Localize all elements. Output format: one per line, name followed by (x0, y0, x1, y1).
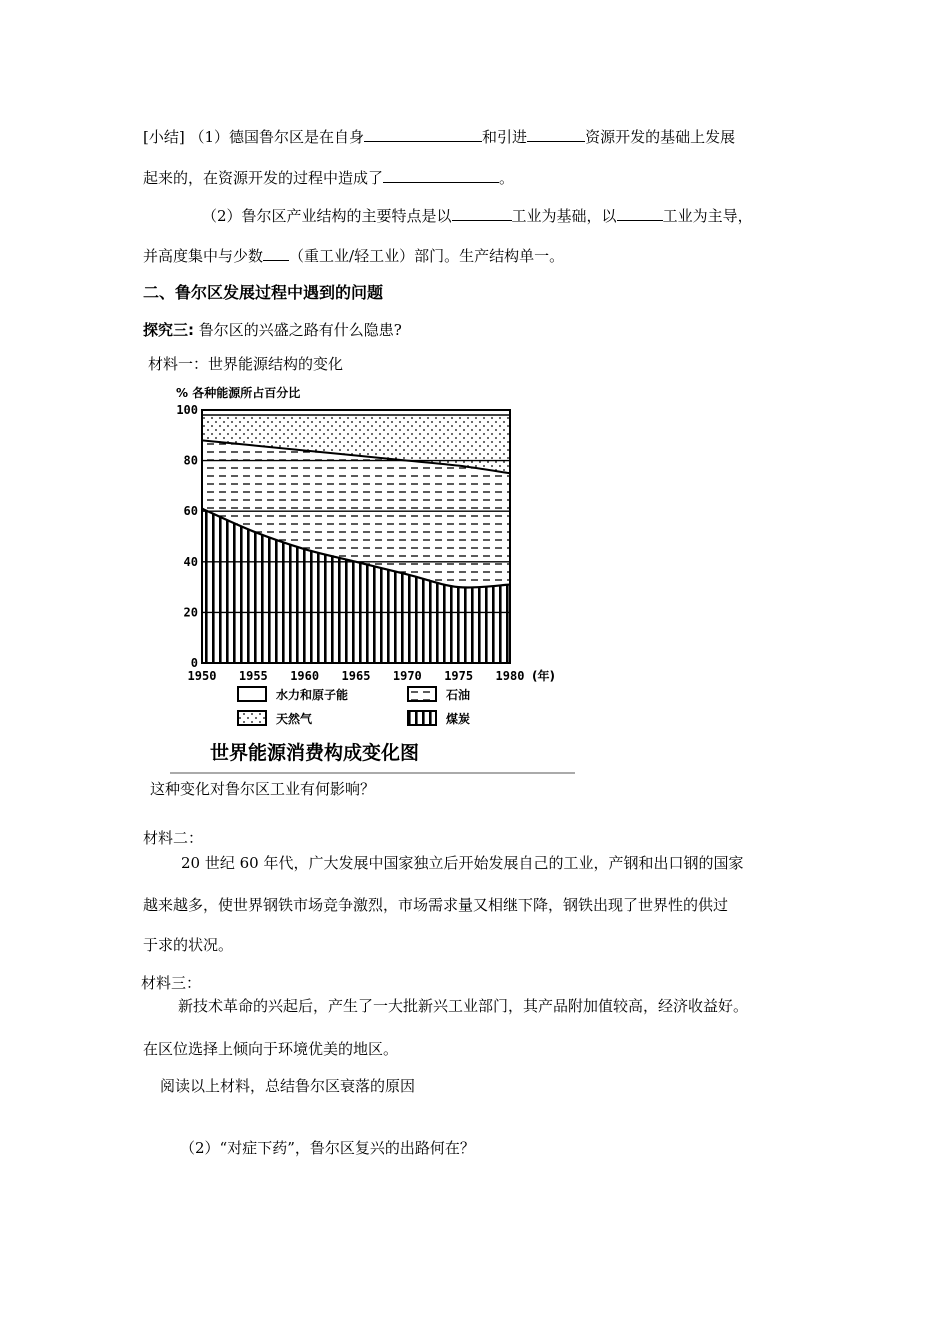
prompt-2: （2）“对症下药”，鲁尔区复兴的出路何在？ (180, 1139, 475, 1157)
answer-blank[interactable] (383, 167, 499, 183)
answer-blank[interactable] (364, 126, 482, 142)
answer-blank[interactable] (617, 205, 663, 221)
material3-title: 材料三： (141, 974, 202, 992)
summary-text: 工业为主导， (662, 207, 753, 225)
x-tick-label: 1950 (187, 669, 217, 683)
x-axis-label: (年) (532, 669, 555, 683)
answer-blank[interactable] (452, 205, 512, 221)
summary-text: 并高度集中与少数 (143, 247, 264, 265)
chart-ylabel: % 各种能源所占百分比 (176, 386, 301, 400)
summary-text: 资源开发的基础上发展 (585, 128, 736, 146)
x-tick-label: 1980 (495, 669, 525, 683)
material2-line: 越来越多，使世界钢铁市场竞争激烈，市场需求量又相继下降，钢铁出现了世界性的供过 (143, 896, 729, 914)
summary-line-1 (143, 126, 735, 147)
summary-text: （1）德国鲁尔区是在自身 (189, 128, 365, 146)
y-tick-label: 20 (183, 605, 198, 620)
summary-text: 和引进 (482, 128, 528, 146)
energy-chart (170, 384, 580, 776)
y-tick-label: 0 (190, 656, 198, 670)
legend-label: 水力和原子能 (276, 688, 349, 702)
summary-text: （重工业/轻工业）部门。生产结构单一。 (289, 247, 565, 265)
x-tick-label: 1975 (444, 669, 474, 683)
answer-blank[interactable] (527, 126, 585, 142)
material3-line: 在区位选择上倾向于环境优美的地区。 (143, 1040, 399, 1058)
y-tick-label: 80 (183, 453, 198, 468)
chart-title: 世界能源消费构成变化图 (210, 742, 420, 764)
legend-label: 天然气 (276, 712, 313, 726)
plot-area (202, 415, 510, 663)
answer-blank[interactable] (263, 245, 289, 261)
x-tick-label: 1960 (290, 669, 320, 683)
material2-line: 于求的状况。 (143, 936, 234, 954)
explore-text: 鲁尔区的兴盛之路有什么隐患? (198, 321, 402, 339)
legend-swatch (238, 687, 266, 701)
x-tick-label: 1965 (341, 669, 371, 683)
explore-label: 探究三: (143, 321, 194, 339)
material1-title: 材料一：世界能源结构的变化 (148, 355, 344, 373)
legend-label: 石油 (446, 688, 471, 702)
material2-line: 20 世纪 60 年代，广大发展中国家独立后开始发展自己的工业，产钢和出口钢的国家 (181, 854, 744, 872)
material3-line: 新技术革命的兴起后，产生了一大批新兴工业部门，其产品附加值较高，经济收益好。 (178, 997, 749, 1015)
summary-text: （2）鲁尔区产业结构的主要特点是以 (202, 207, 452, 225)
summary-line-3 (202, 205, 753, 226)
prompt-1: 阅读以上材料，总结鲁尔区衰落的原因 (160, 1077, 416, 1095)
summary-text: 起来的，在资源开发的过程中造成了 (143, 169, 384, 187)
question-1: 这种变化对鲁尔区工业有何影响？ (150, 780, 376, 798)
legend-label: 煤炭 (446, 712, 471, 726)
summary-line-4 (143, 245, 564, 266)
summary-text: 。 (499, 169, 515, 187)
section-heading: 二、鲁尔区发展过程中遇到的问题 (143, 283, 384, 302)
summary-text: 工业为基础，以 (511, 207, 617, 225)
y-tick-label: 60 (183, 504, 198, 519)
legend-swatch (238, 711, 266, 725)
y-tick-label: 40 (183, 554, 198, 569)
x-tick-label: 1955 (238, 669, 268, 683)
summary-line-2 (143, 167, 514, 188)
legend-swatch (408, 687, 436, 701)
y-tick-label: 100 (176, 403, 198, 417)
explore-line (143, 320, 402, 340)
legend-swatch (408, 711, 436, 725)
summary-tag: [小结] (143, 128, 185, 146)
x-tick-label: 1970 (392, 669, 422, 683)
legend (238, 687, 470, 726)
material2-title: 材料二： (143, 829, 204, 847)
